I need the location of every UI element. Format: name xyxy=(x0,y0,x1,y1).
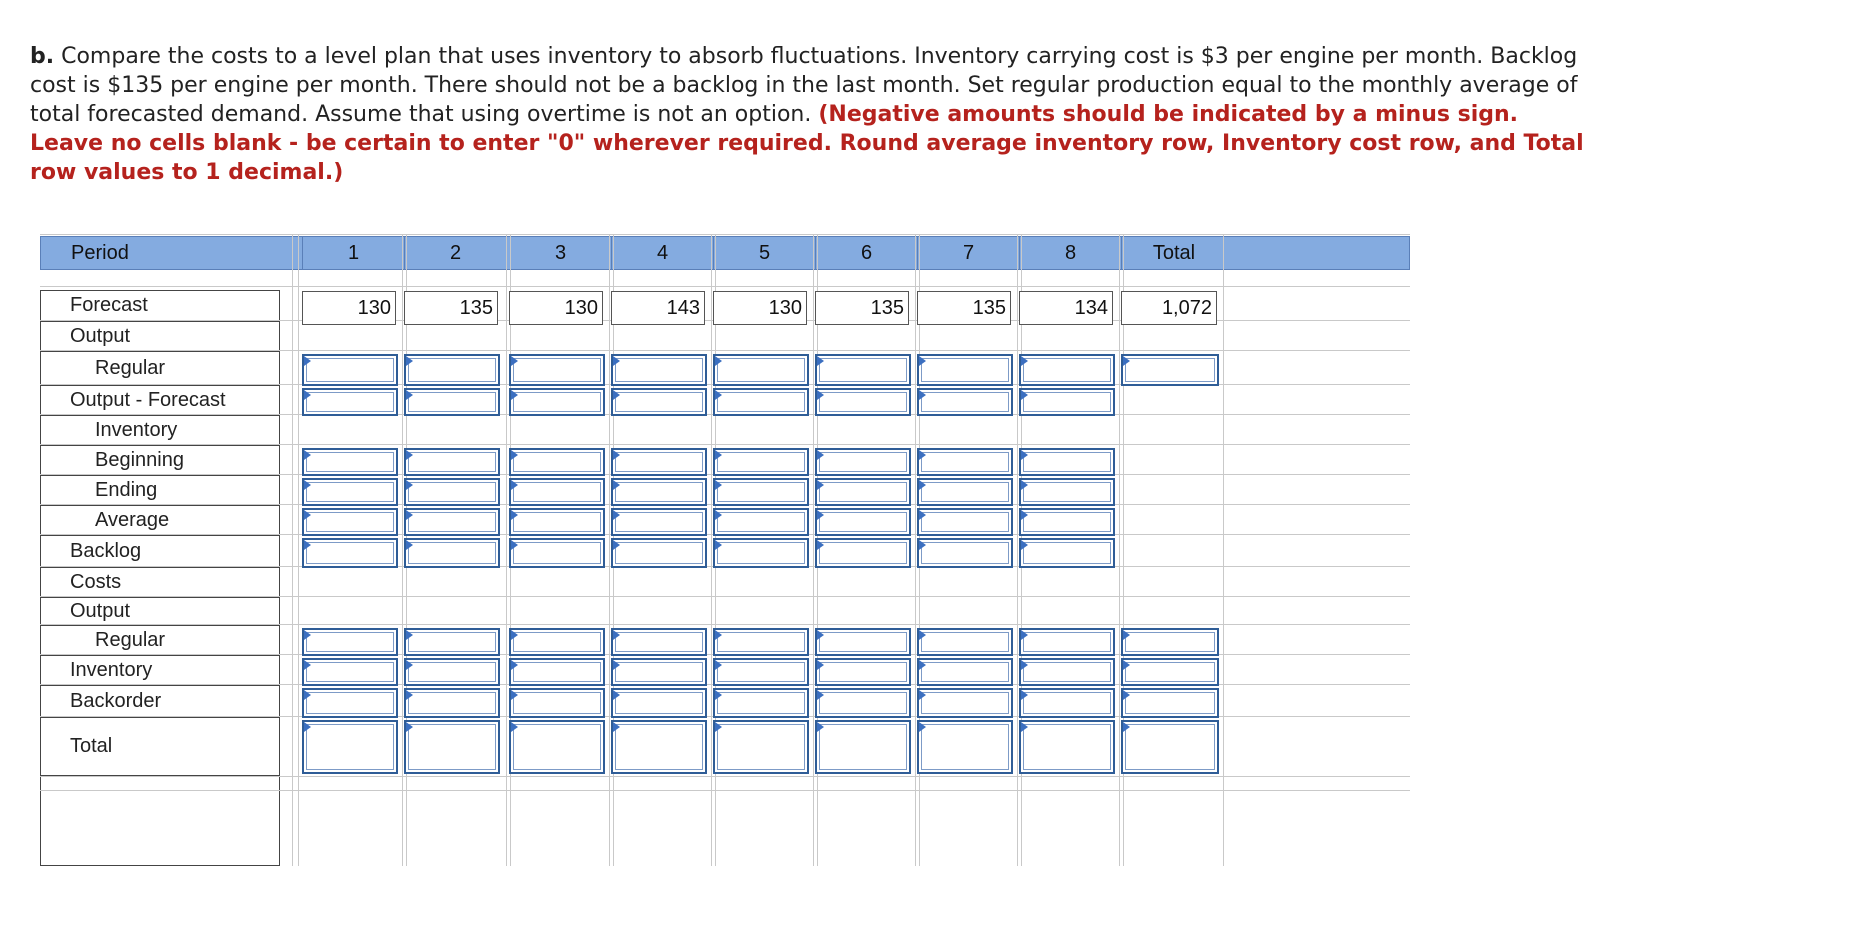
input-inner xyxy=(921,452,1009,472)
row-label-cost-output: Output xyxy=(40,598,280,626)
input-inner xyxy=(408,542,496,564)
input-inner xyxy=(615,542,703,564)
grid-line xyxy=(506,234,507,866)
table-header-row xyxy=(40,236,1410,270)
forecast-value-1: 130 xyxy=(302,291,396,325)
grid-line xyxy=(292,234,293,866)
input-inner xyxy=(408,392,496,412)
average-input-4[interactable] xyxy=(611,508,707,536)
total-input-3[interactable] xyxy=(509,720,605,774)
grid-line xyxy=(40,234,1410,235)
beginning-input-4[interactable] xyxy=(611,448,707,476)
input-inner xyxy=(306,358,394,382)
total-input-6[interactable] xyxy=(815,720,911,774)
input-inner xyxy=(1125,724,1215,770)
backlog-input-8[interactable] xyxy=(1019,538,1115,568)
grid-line xyxy=(40,776,1410,777)
regular-input-3[interactable] xyxy=(509,354,605,386)
input-inner xyxy=(717,482,805,502)
backorder-input-8[interactable] xyxy=(1019,688,1115,718)
grid-line xyxy=(915,234,916,866)
period-header-8: 8 xyxy=(1020,237,1122,269)
cost-inventory-input-1[interactable] xyxy=(302,658,398,686)
omf-input-8[interactable] xyxy=(1019,388,1115,416)
row-label-average: Average xyxy=(40,506,280,536)
input-inner xyxy=(615,632,703,652)
cost-regular-input-5[interactable] xyxy=(713,628,809,656)
regular-input-5[interactable] xyxy=(713,354,809,386)
input-inner xyxy=(819,512,907,532)
input-inner xyxy=(1125,358,1215,382)
omf-input-5[interactable] xyxy=(713,388,809,416)
input-inner xyxy=(408,662,496,682)
input-inner xyxy=(717,452,805,472)
input-inner xyxy=(1023,632,1111,652)
input-inner xyxy=(717,724,805,770)
beginning-input-5[interactable] xyxy=(713,448,809,476)
backlog-input-1[interactable] xyxy=(302,538,398,568)
backorder-input-6[interactable] xyxy=(815,688,911,718)
average-input-8[interactable] xyxy=(1019,508,1115,536)
input-inner xyxy=(921,392,1009,412)
omf-input-1[interactable] xyxy=(302,388,398,416)
backlog-input-3[interactable] xyxy=(509,538,605,568)
ending-input-8[interactable] xyxy=(1019,478,1115,506)
grid-line xyxy=(402,234,403,866)
label-box-top xyxy=(40,290,280,291)
cost-regular-input-7[interactable] xyxy=(917,628,1013,656)
grid-line xyxy=(609,234,610,866)
input-inner xyxy=(819,632,907,652)
input-inner xyxy=(921,662,1009,682)
average-input-2[interactable] xyxy=(404,508,500,536)
input-inner xyxy=(615,482,703,502)
row-label-regular: Regular xyxy=(40,352,280,386)
input-inner xyxy=(306,692,394,714)
input-inner xyxy=(513,692,601,714)
input-inner xyxy=(1125,692,1215,714)
input-inner xyxy=(921,724,1009,770)
input-inner xyxy=(306,512,394,532)
ending-input-3[interactable] xyxy=(509,478,605,506)
row-label-total: Total xyxy=(40,718,280,776)
input-inner xyxy=(921,632,1009,652)
row-label-omf: Output - Forecast xyxy=(40,386,280,416)
input-inner xyxy=(717,632,805,652)
period-header-5: 5 xyxy=(714,237,816,269)
grid-line xyxy=(813,234,814,866)
input-inner xyxy=(921,512,1009,532)
regular-input-6[interactable] xyxy=(815,354,911,386)
row-label-cost-regular: Regular xyxy=(40,626,280,656)
total-input-5[interactable] xyxy=(713,720,809,774)
backorder-input-7[interactable] xyxy=(917,688,1013,718)
input-inner xyxy=(306,482,394,502)
input-inner xyxy=(615,392,703,412)
row-label-backlog: Backlog xyxy=(40,536,280,568)
input-inner xyxy=(717,542,805,564)
input-inner xyxy=(1023,662,1111,682)
row-label-cost-inventory: Inventory xyxy=(40,656,280,686)
cost-regular-input-8[interactable] xyxy=(1019,628,1115,656)
input-inner xyxy=(408,632,496,652)
backorder-input-3[interactable] xyxy=(509,688,605,718)
input-inner xyxy=(1023,724,1111,770)
period-header-3: 3 xyxy=(510,237,612,269)
question-text xyxy=(30,42,1590,187)
question-body: Compare the costs to a level plan that uses inventory to absorb fluctuations. Inventory carrying cost is $3 per engine per month. Backlog cost is $135 per engine per month. There should not be a backlog in the last month. Set regular production equal to the monthly average of total forecasted demand. Assume that using overtime is not an option. xyxy=(30,44,1578,127)
row-label-beginning: Beginning xyxy=(40,446,280,476)
cost-inventory-input-4[interactable] xyxy=(611,658,707,686)
backlog-input-7[interactable] xyxy=(917,538,1013,568)
backlog-input-4[interactable] xyxy=(611,538,707,568)
input-inner xyxy=(717,358,805,382)
grid-line xyxy=(40,790,1410,791)
level-plan-table xyxy=(40,234,1410,866)
backorder-input-4[interactable] xyxy=(611,688,707,718)
period-header-6: 6 xyxy=(816,237,918,269)
input-inner xyxy=(1023,542,1111,564)
omf-input-2[interactable] xyxy=(404,388,500,416)
input-inner xyxy=(819,358,907,382)
cost-regular-input-1[interactable] xyxy=(302,628,398,656)
input-inner xyxy=(306,662,394,682)
beginning-input-3[interactable] xyxy=(509,448,605,476)
total-header: Total xyxy=(1152,242,1196,264)
period-header-7: 7 xyxy=(918,237,1020,269)
forecast-value-8: 134 xyxy=(1019,291,1113,325)
input-inner xyxy=(1023,482,1111,502)
row-label-forecast: Forecast xyxy=(40,290,280,322)
input-inner xyxy=(513,542,601,564)
beginning-input-6[interactable] xyxy=(815,448,911,476)
total-input-7[interactable] xyxy=(917,720,1013,774)
beginning-input-1[interactable] xyxy=(302,448,398,476)
input-inner xyxy=(819,482,907,502)
backorder-input-2[interactable] xyxy=(404,688,500,718)
ending-input-2[interactable] xyxy=(404,478,500,506)
cost-inventory-input-5[interactable] xyxy=(713,658,809,686)
total-input-1[interactable] xyxy=(302,720,398,774)
question-prefix: b. xyxy=(30,44,55,69)
row-label-costs: Costs xyxy=(40,568,280,598)
input-inner xyxy=(408,692,496,714)
period-header-1: 1 xyxy=(303,237,405,269)
input-inner xyxy=(1023,692,1111,714)
backorder-input-total[interactable] xyxy=(1121,688,1219,718)
backlog-input-5[interactable] xyxy=(713,538,809,568)
input-inner xyxy=(408,358,496,382)
input-inner xyxy=(819,452,907,472)
regular-input-2[interactable] xyxy=(404,354,500,386)
input-inner xyxy=(921,482,1009,502)
beginning-input-2[interactable] xyxy=(404,448,500,476)
input-inner xyxy=(408,452,496,472)
input-inner xyxy=(513,632,601,652)
input-inner xyxy=(1023,512,1111,532)
period-header: Period xyxy=(41,237,303,269)
average-input-7[interactable] xyxy=(917,508,1013,536)
backorder-input-5[interactable] xyxy=(713,688,809,718)
input-inner xyxy=(615,358,703,382)
input-inner xyxy=(513,724,601,770)
cost-inventory-input-2[interactable] xyxy=(404,658,500,686)
input-inner xyxy=(513,358,601,382)
ending-input-5[interactable] xyxy=(713,478,809,506)
input-inner xyxy=(513,512,601,532)
question-instruction: (Negative amounts should be indicated by a minus sign. Leave no cells blank - be certain to enter "0" wherever required. Round average inventory row, Inventory cost row, and Total row values to 1 decimal.) xyxy=(30,102,1584,185)
total-input-2[interactable] xyxy=(404,720,500,774)
grid-line xyxy=(1223,234,1224,866)
input-inner xyxy=(513,392,601,412)
forecast-value-5: 130 xyxy=(713,291,807,325)
cost-regular-input-total[interactable] xyxy=(1121,628,1219,656)
omf-input-7[interactable] xyxy=(917,388,1013,416)
omf-input-3[interactable] xyxy=(509,388,605,416)
regular-input-1[interactable] xyxy=(302,354,398,386)
input-inner xyxy=(513,482,601,502)
backlog-input-2[interactable] xyxy=(404,538,500,568)
beginning-input-7[interactable] xyxy=(917,448,1013,476)
input-inner xyxy=(717,662,805,682)
input-inner xyxy=(819,662,907,682)
regular-input-7[interactable] xyxy=(917,354,1013,386)
input-inner xyxy=(921,358,1009,382)
input-inner xyxy=(306,452,394,472)
input-inner xyxy=(513,452,601,472)
input-inner xyxy=(306,724,394,770)
total-input-8[interactable] xyxy=(1019,720,1115,774)
row-label-output: Output xyxy=(40,322,280,352)
cost-inventory-input-6[interactable] xyxy=(815,658,911,686)
total-input-4[interactable] xyxy=(611,720,707,774)
cost-inventory-input-total[interactable] xyxy=(1121,658,1219,686)
ending-input-4[interactable] xyxy=(611,478,707,506)
omf-input-6[interactable] xyxy=(815,388,911,416)
regular-input-8[interactable] xyxy=(1019,354,1115,386)
grid-line xyxy=(711,234,712,866)
input-inner xyxy=(306,392,394,412)
row-label-inventory: Inventory xyxy=(40,416,280,446)
backorder-input-1[interactable] xyxy=(302,688,398,718)
forecast-value-3: 130 xyxy=(509,291,603,325)
regular-input-total[interactable] xyxy=(1121,354,1219,386)
beginning-input-8[interactable] xyxy=(1019,448,1115,476)
input-inner xyxy=(819,692,907,714)
input-inner xyxy=(408,512,496,532)
cost-regular-input-3[interactable] xyxy=(509,628,605,656)
input-inner xyxy=(408,482,496,502)
cost-inventory-input-3[interactable] xyxy=(509,658,605,686)
cost-regular-input-2[interactable] xyxy=(404,628,500,656)
input-inner xyxy=(1125,662,1215,682)
input-inner xyxy=(717,692,805,714)
input-inner xyxy=(1023,392,1111,412)
input-inner xyxy=(921,692,1009,714)
forecast-value-6: 135 xyxy=(815,291,909,325)
input-inner xyxy=(819,724,907,770)
row-label-ending: Ending xyxy=(40,476,280,506)
input-inner xyxy=(1125,632,1215,652)
input-inner xyxy=(819,542,907,564)
input-inner xyxy=(717,392,805,412)
ending-input-7[interactable] xyxy=(917,478,1013,506)
grid-line xyxy=(40,286,1410,287)
ending-input-6[interactable] xyxy=(815,478,911,506)
cost-inventory-input-7[interactable] xyxy=(917,658,1013,686)
input-inner xyxy=(1023,452,1111,472)
average-input-3[interactable] xyxy=(509,508,605,536)
period-header-2: 2 xyxy=(405,237,507,269)
total-input-total[interactable] xyxy=(1121,720,1219,774)
grid-line xyxy=(298,234,299,866)
average-input-5[interactable] xyxy=(713,508,809,536)
input-inner xyxy=(615,452,703,472)
input-inner xyxy=(615,692,703,714)
omf-input-4[interactable] xyxy=(611,388,707,416)
input-inner xyxy=(1023,358,1111,382)
input-inner xyxy=(615,512,703,532)
period-header-4: 4 xyxy=(612,237,714,269)
cost-regular-input-4[interactable] xyxy=(611,628,707,656)
input-inner xyxy=(513,662,601,682)
backlog-input-6[interactable] xyxy=(815,538,911,568)
forecast-value-2: 135 xyxy=(404,291,498,325)
forecast-value-4: 143 xyxy=(611,291,705,325)
forecast-total: 1,072 xyxy=(1121,291,1217,325)
ending-input-1[interactable] xyxy=(302,478,398,506)
input-inner xyxy=(408,724,496,770)
input-inner xyxy=(921,542,1009,564)
regular-input-4[interactable] xyxy=(611,354,707,386)
forecast-value-7: 135 xyxy=(917,291,1011,325)
input-inner xyxy=(615,662,703,682)
grid-line xyxy=(1017,234,1018,866)
cost-inventory-input-8[interactable] xyxy=(1019,658,1115,686)
row-label-backorder: Backorder xyxy=(40,686,280,718)
input-inner xyxy=(717,512,805,532)
input-inner xyxy=(819,392,907,412)
average-input-1[interactable] xyxy=(302,508,398,536)
input-inner xyxy=(306,542,394,564)
input-inner xyxy=(615,724,703,770)
cost-regular-input-6[interactable] xyxy=(815,628,911,656)
input-inner xyxy=(306,632,394,652)
grid-line xyxy=(1119,234,1120,866)
average-input-6[interactable] xyxy=(815,508,911,536)
